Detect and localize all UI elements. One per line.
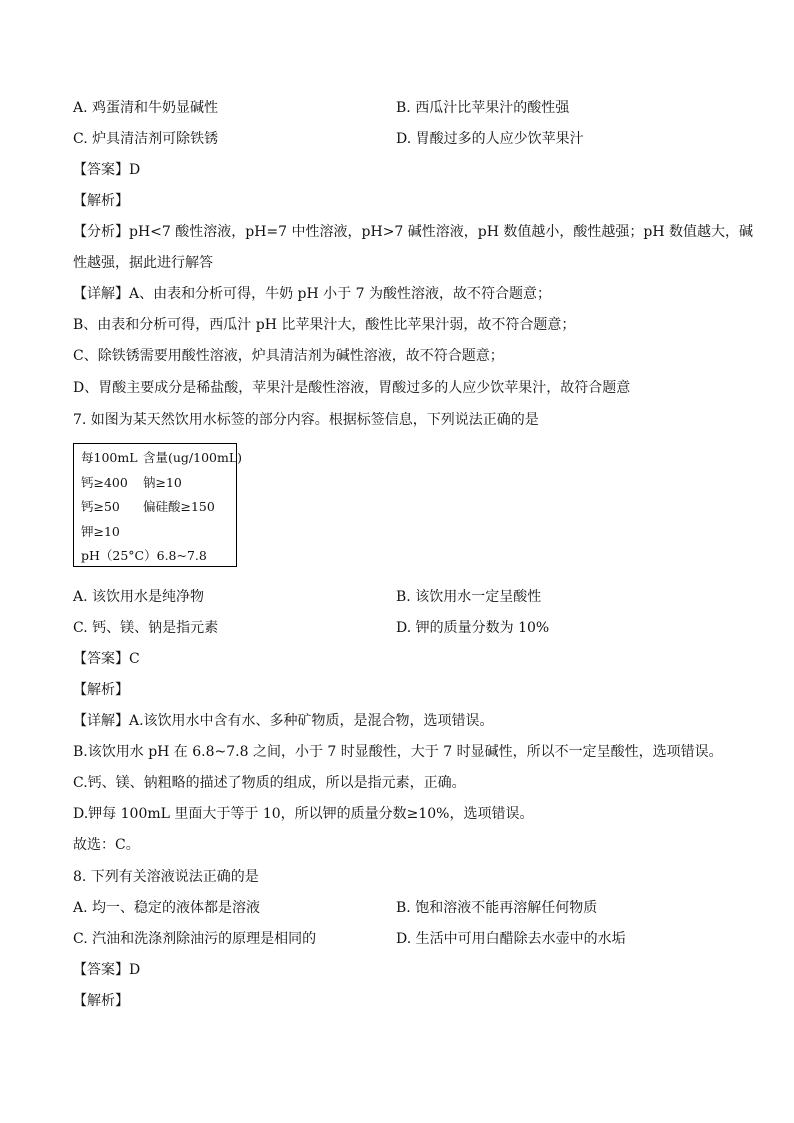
q7-detail-line-2: B.该饮用水 pH 在 6.8~7.8 之间，小于 7 时显酸性，大于 7 时显碱性，所以不一定呈酸性，选项错误。 <box>73 744 723 760</box>
label-per-100ml: 每100mL <box>81 450 138 465</box>
q8-option-c: C. 汽油和洗涤剂除油污的原理是相同的 <box>73 931 317 947</box>
q8-option-d: D. 生活中可用白醋除去水壶中的水垢 <box>396 931 626 947</box>
q6-option-d: D. 胃酸过多的人应少饮苹果汁 <box>396 131 584 147</box>
q7-option-a: A. 该饮用水是纯净物 <box>73 589 205 605</box>
water-label-table <box>73 443 243 567</box>
q8-stem: 8. 下列有关溶液说法正确的是 <box>73 869 259 885</box>
q8-analysis-label: 【解析】 <box>73 993 129 1009</box>
q6-fenxi-line-2: 性越强，据此进行解答 <box>73 255 213 271</box>
q6-detail-line-3: C、除铁锈需要用酸性溶液，炉具清洁剂为碱性溶液，故不符合题意； <box>73 348 504 364</box>
q6-option-a: A. 鸡蛋清和牛奶显碱性 <box>73 100 219 116</box>
label-sodium: 钠≥10 <box>143 475 182 490</box>
label-calcium: 钙≥400 <box>81 475 128 490</box>
label-metasilicic-acid: 偏硅酸≥150 <box>143 499 215 514</box>
q7-option-d: D. 钾的质量分数为 10% <box>396 620 550 636</box>
label-content-unit: 含量(ug/100mL) <box>143 450 243 465</box>
q7-detail-line-1: 【详解】A.该饮用水中含有水、多种矿物质，是混合物，选项错误。 <box>73 713 494 729</box>
q7-answer: 【答案】C <box>73 651 140 667</box>
q8-answer: 【答案】D <box>73 962 141 978</box>
q7-option-c: C. 钙、镁、钠是指元素 <box>73 620 219 636</box>
q7-option-b: B. 该饮用水一定呈酸性 <box>396 589 542 605</box>
q7-detail-line-3: C.钙、镁、钠粗略的描述了物质的组成，所以是指元素，正确。 <box>73 775 466 791</box>
q6-analysis-label: 【解析】 <box>73 193 129 209</box>
label-potassium: 钾≥10 <box>81 524 120 539</box>
q6-detail-line-2: B、由表和分析可得，西瓜汁 pH 比苹果汁大，酸性比苹果汁弱，故不符合题意； <box>73 317 576 333</box>
label-ph: pH（25°C）6.8~7.8 <box>81 548 207 563</box>
q6-answer: 【答案】D <box>73 162 141 178</box>
q8-option-b: B. 饱和溶液不能再溶解任何物质 <box>396 900 598 916</box>
q7-stem: 7. 如图为某天然饮用水标签的部分内容。根据标签信息，下列说法正确的是 <box>73 412 539 428</box>
q8-option-a: A. 均一、稳定的液体都是溶液 <box>73 900 261 916</box>
q6-detail-line-4: D、胃酸主要成分是稀盐酸，苹果汁是酸性溶液，胃酸过多的人应少饮苹果汁，故符合题意 <box>73 380 631 396</box>
q7-choice: 故选：C。 <box>73 837 140 853</box>
label-calcium-2: 钙≥50 <box>81 499 120 514</box>
q6-option-c: C. 炉具清洁剂可除铁锈 <box>73 131 219 147</box>
q7-analysis-label: 【解析】 <box>73 682 129 698</box>
q6-detail-line-1: 【详解】A、由表和分析可得，牛奶 pH 小于 7 为酸性溶液，故不符合题意； <box>73 286 551 302</box>
q7-detail-line-4: D.钾每 100mL 里面大于等于 10，所以钾的质量分数≥10%，选项错误。 <box>73 806 534 822</box>
q6-fenxi-line-1: 【分析】pH<7 酸性溶液，pH=7 中性溶液，pH>7 碱性溶液，pH 数值越小，酸性越强；pH 数值越大，碱 <box>73 224 754 240</box>
q6-option-b: B. 西瓜汁比苹果汁的酸性强 <box>396 100 570 116</box>
